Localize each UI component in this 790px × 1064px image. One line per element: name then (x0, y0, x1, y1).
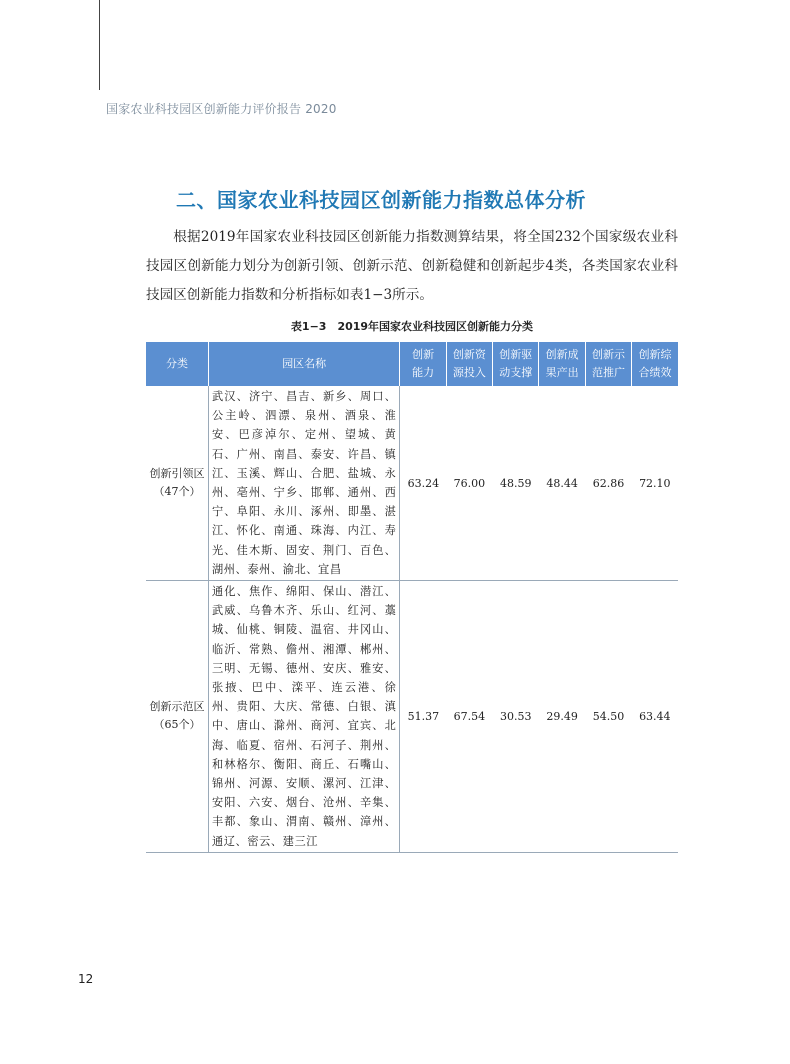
value-cell: 76.00 (446, 386, 492, 581)
category-name: 创新引领区 (149, 467, 205, 481)
running-header: 国家农业科技园区创新能力评价报告 2020 (106, 102, 337, 116)
body-paragraph: 根据2019年国家农业科技园区创新能力指数测算结果，将全国232个国家级农业科技园区创新能力划分为创新引领、创新示范、创新稳健和创新起步4类，各类国家农业科技园区创新能力指数和分析指标如表1−3所示。 (146, 229, 678, 303)
margin-rule (99, 0, 100, 90)
header-parks: 园区名称 (208, 342, 399, 386)
value-cell: 67.54 (446, 581, 492, 853)
body-paragraph-block (146, 223, 678, 310)
value-cell: 62.86 (585, 386, 631, 581)
value-cell: 54.50 (585, 581, 631, 853)
header-category: 分类 (146, 342, 208, 386)
category-count: （65个） (153, 718, 201, 732)
value-cell: 30.53 (493, 581, 539, 853)
table-caption: 表1−3 2019年国家农业科技园区创新能力分类 (290, 320, 534, 333)
section-title: 二、国家农业科技园区创新能力指数总体分析 (176, 188, 586, 212)
header-resource-input: 创新资 源投入 (446, 342, 492, 386)
classification-table (146, 342, 678, 853)
value-cell: 63.24 (400, 386, 446, 581)
park-names: 通化、焦作、绵阳、保山、潜江、武威、乌鲁木齐、乐山、红河、藁城、仙桃、铜陵、温宿、井冈山、临沂、常熟、儋州、湘潭、郴州、三明、无锡、德州、安庆、雅安、张掖、巴中、滦平、连云港、徐州、贵阳、大庆、常德、白银、滇中、唐山、滁州、商河、宜宾、北海、临夏、宿州、石河子、荆州、和林格尔、衡阳、商丘、石嘴山、锦州、河源、安顺、漯河、江津、安阳、六安、烟台、沧州、辛集、丰都、象山、渭南、赣州、漳州、通辽、密云、建三江 (208, 581, 399, 853)
value-cell: 48.59 (493, 386, 539, 581)
header-output: 创新成 果产出 (539, 342, 585, 386)
table-row (146, 386, 678, 581)
table-row (146, 581, 678, 853)
page-number: 12 (78, 972, 94, 986)
category-count: （47个） (153, 485, 201, 499)
header-demonstration: 创新示 范推广 (585, 342, 631, 386)
header-overall-performance: 创新综 合绩效 (632, 342, 678, 386)
value-cell: 48.44 (539, 386, 585, 581)
park-names: 武汉、济宁、昌吉、新乡、周口、公主岭、泗漂、泉州、酒泉、淮安、巴彦淖尔、定州、望城、黄石、广州、南昌、泰安、许昌、镇江、玉溪、辉山、合肥、盐城、永州、亳州、宁乡、邯郸、通州、西宁、阜阳、永川、涿州、即墨、湛江、怀化、南通、珠海、内江、寿光、佳木斯、固安、荆门、百色、湖州、泰州、渝北、宜昌 (208, 386, 399, 581)
category-cell (146, 581, 208, 853)
header-innovation-capacity: 创新 能力 (400, 342, 446, 386)
category-name: 创新示范区 (149, 700, 205, 714)
value-cell: 63.44 (632, 581, 678, 853)
value-cell: 51.37 (400, 581, 446, 853)
value-cell: 29.49 (539, 581, 585, 853)
category-cell (146, 386, 208, 581)
table-header-row (146, 342, 678, 386)
header-driving-support: 创新驱 动支撑 (493, 342, 539, 386)
value-cell: 72.10 (632, 386, 678, 581)
